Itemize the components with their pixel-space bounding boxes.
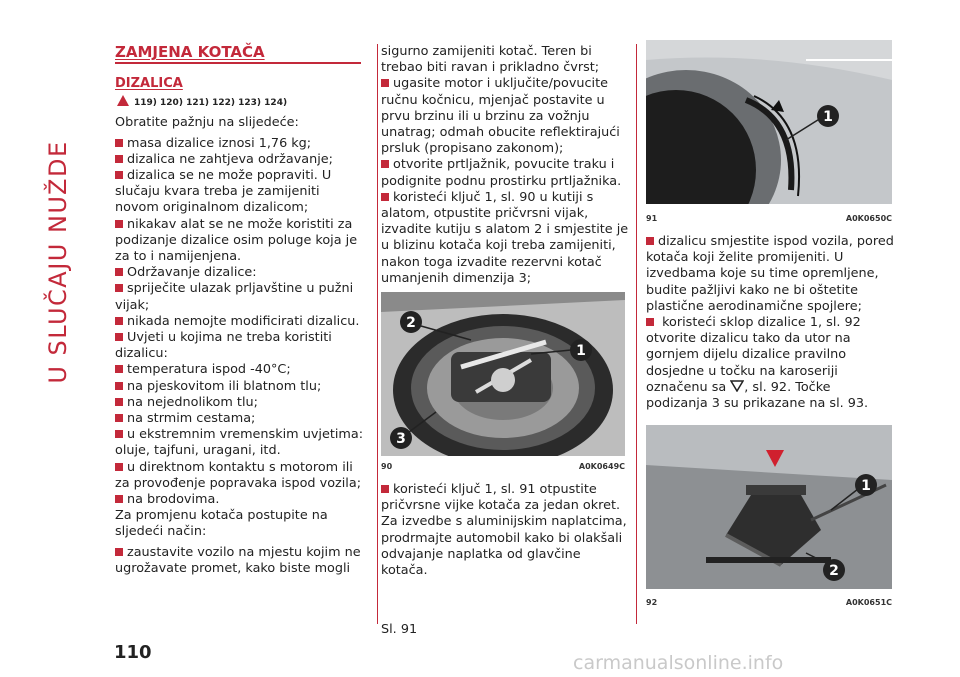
column-divider <box>377 44 378 624</box>
list-item: u ekstremnim vremenskim uvjetima: oluje, tajfuni, uragani, itd. <box>115 427 364 459</box>
column-2 <box>381 44 629 287</box>
list-item: na strmim cestama; <box>115 411 365 427</box>
callout-1-label: 1 <box>861 478 871 494</box>
sl-label <box>381 622 481 638</box>
jack-instruction-part-2: , sl. 92. Točke podizanja 3 su prikazane na sl. 93. <box>646 379 869 412</box>
figure-90-number: 90 <box>381 462 393 471</box>
list-item: zaustavite vozilo na mjestu kojim ne ugrožavate promet, kako biste mogli <box>115 545 365 577</box>
list-item: na nejednolikom tlu; <box>115 395 365 411</box>
figure-92-number: 92 <box>646 598 658 607</box>
list-item: ugasite motor i uključite/povucite ručnu kočnicu, mjenjač postavite u prvu brzinu ili u brzinu za vožnju unatrag; odmah obucite reflektirajući prsluk (propisano zakonom); <box>381 76 629 157</box>
continuation-text: sigurno zamijeniti kotač. Teren bi trebao biti ravan i prikladno čvrst; <box>381 44 600 76</box>
subsection-title: DIZALICA <box>115 76 183 91</box>
watermark: carmanualsonline.info <box>573 652 784 674</box>
list-item: otvorite prtljažnik, povucite traku i podignite podnu prostirku prtljažnika. <box>381 157 629 189</box>
warning-refs: 119) 120) 121) 122) 123) 124) <box>134 98 288 109</box>
figure-92-caption <box>646 598 892 607</box>
list-item: koristeći ključ 1, sl. 90 u kutiji s alatom, otpustite pričvrsni vijak, izvadite kutiju s alatom 2 i smjestite je u blizinu kotača koji treba zamijeniti, nakon toga izvadite rezervni kotač umanjenih dimenzija 3; <box>381 189 629 286</box>
outro-text: Za promjenu kotača postupite na sljedeći način: <box>115 508 328 540</box>
list-item <box>646 315 894 412</box>
list-item: dizalica ne zahtjeva održavanje; <box>115 152 365 168</box>
figure-90-code: A0K0649C <box>578 462 625 471</box>
figure-91-caption <box>646 214 892 223</box>
jack-instruction-part-1: koristeći sklop dizalice 1, sl. 92 otvorite dizalicu tako da utor na gornjem dijelu dizalice pravilno dosjedne u točku na karoseriji označenu sa <box>646 315 861 395</box>
list-item: Održavanje dizalice: <box>115 265 365 281</box>
callout-2-label: 2 <box>829 563 839 579</box>
wheel-wrench-illustration <box>646 40 892 204</box>
sl-91-label: Sl. 91 <box>381 622 418 637</box>
list-item: dizalicu smjestite ispod vozila, pored kotača koji želite promijeniti. U izvedbama koje su time opremljene, budite pažljivi kako ne bi oštetite plastične aerodinamične spojlere; <box>646 234 894 314</box>
column-1 <box>115 44 365 60</box>
list-item: Uvjeti u kojima ne treba koristiti dizalicu: <box>115 330 365 362</box>
list-item: na pjeskovitom ili blatnom tlu; <box>115 379 365 395</box>
figure-91-image <box>646 40 892 204</box>
warning-icon <box>117 95 129 106</box>
lift-point-icon <box>730 380 744 392</box>
callout-3-label: 3 <box>396 431 406 447</box>
list-item: dizalica se ne može popraviti. U slučaju kvara treba je zamijeniti novom originalnom dizalicom; <box>115 168 365 217</box>
warning-line <box>115 94 365 111</box>
callout-1-label: 1 <box>823 109 833 125</box>
figure-90-caption <box>381 462 625 471</box>
callout-2-label: 2 <box>406 315 416 331</box>
list-item: u direktnom kontaktu s motorom ili za provođenje popravaka ispod vozila; <box>115 460 365 492</box>
section-title: ZAMJENA KOTAČA <box>115 43 265 61</box>
list-item: na brodovima. <box>115 492 365 508</box>
column-3 <box>646 234 894 412</box>
figure-90-image <box>381 292 625 456</box>
figure-92-image <box>646 425 892 589</box>
column-divider-2 <box>636 44 637 624</box>
list-item: nikakav alat se ne može koristiti za podizanje dizalice osim poluge koja je za to i namijenjena. <box>115 217 365 266</box>
spare-wheel-illustration <box>381 292 625 456</box>
list-item: spriječite ulazak prljavštine u pužni vijak; <box>115 281 365 313</box>
list-item: nikada nemojte modificirati dizalicu. <box>115 314 365 330</box>
section-rule <box>115 62 361 64</box>
jack-illustration <box>646 425 892 589</box>
list-item: koristeći ključ 1, sl. 91 otpustite pričvrsne vijke kotača za jedan okret. Za izvedbe s aluminijskim naplatcima, prodrmajte automobil kako bi olakšali odvajanje naplatka od glavčine kotača. <box>381 482 629 579</box>
list-item: temperatura ispod -40°C; <box>115 362 365 378</box>
figure-91-number: 91 <box>646 214 658 223</box>
figure-91-code: A0K0650C <box>845 214 892 223</box>
figure-92-code: A0K0651C <box>845 598 892 607</box>
page-number: 110 <box>114 642 152 663</box>
side-chapter-title: U SLUČAJU NUŽDE <box>44 140 72 384</box>
callout-1-label: 1 <box>576 343 586 359</box>
list-item: masa dizalice iznosi 1,76 kg; <box>115 136 365 152</box>
column-2-after-figure <box>381 482 629 579</box>
intro-text: Obratite pažnju na slijedeće: <box>115 115 299 131</box>
column-1-body <box>115 76 365 577</box>
